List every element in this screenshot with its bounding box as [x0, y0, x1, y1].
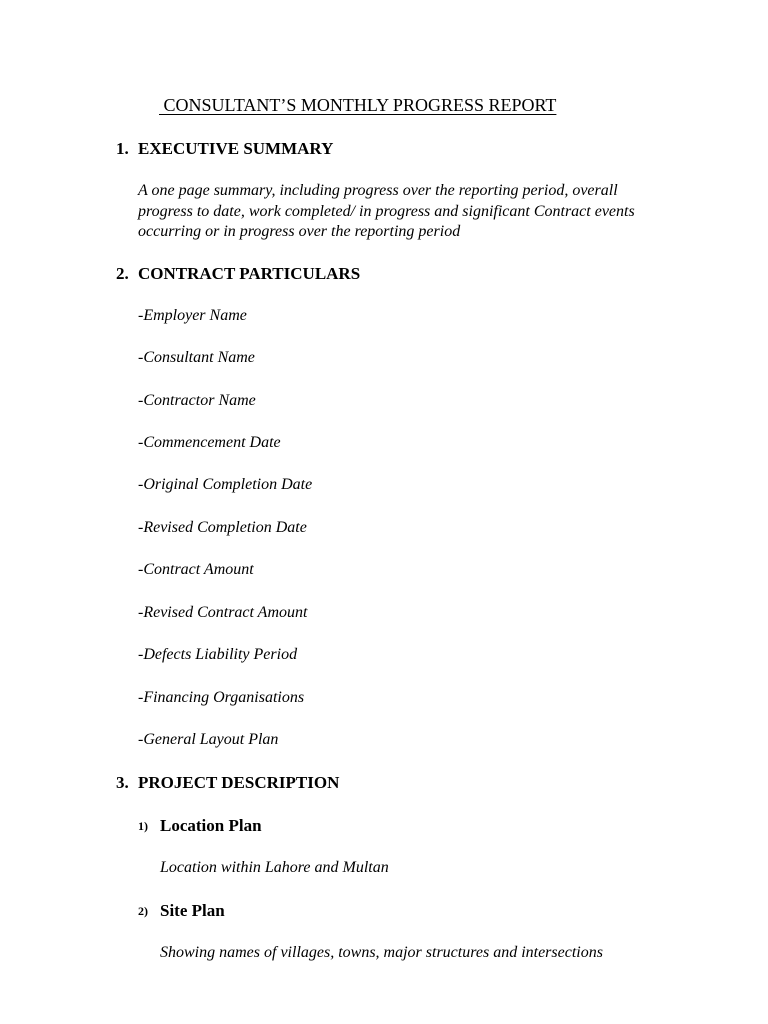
particular-contractor-name: -Contractor Name — [138, 392, 256, 409]
particular-contract-amount: -Contract Amount — [138, 561, 254, 578]
section-heading-project-description — [116, 772, 339, 794]
section-title: CONTRACT PARTICULARS — [138, 264, 361, 283]
particular-employer-name: -Employer Name — [138, 307, 247, 324]
subsection-description-location-plan: Location within Lahore and Multan — [160, 859, 389, 876]
particular-revised-completion-date: -Revised Completion Date — [138, 519, 307, 536]
particular-defects-liability-period: -Defects Liability Period — [138, 646, 298, 663]
subsection-title: Site Plan — [160, 901, 225, 920]
subsection-description-site-plan: Showing names of villages, towns, major structures and intersections — [160, 944, 603, 961]
subsection-number: 1) — [138, 819, 148, 833]
section-heading-executive-summary — [116, 138, 333, 160]
particular-financing-organisations: -Financing Organisations — [138, 689, 305, 706]
subsection-heading-site-plan — [138, 900, 225, 922]
section-heading-contract-particulars — [116, 263, 360, 285]
particular-original-completion-date: -Original Completion Date — [138, 476, 313, 493]
summary-line: progress to date, work completed/ in progress and significant Contract events — [138, 202, 635, 220]
report-title: CONSULTANT’S MONTHLY PROGRESS REPORT — [159, 95, 557, 115]
section-number: 1. — [116, 139, 129, 158]
particular-general-layout-plan: -General Layout Plan — [138, 731, 279, 748]
particular-consultant-name: -Consultant Name — [138, 349, 255, 366]
subsection-title: Location Plan — [160, 816, 262, 835]
section-number: 2. — [116, 264, 129, 283]
section-title: EXECUTIVE SUMMARY — [138, 139, 334, 158]
summary-line: occurring or in progress over the reporting period — [138, 223, 461, 240]
section-title: PROJECT DESCRIPTION — [138, 773, 340, 792]
summary-line: A one page summary, including progress over the reporting period, overall — [138, 182, 618, 199]
subsection-heading-location-plan — [138, 815, 262, 837]
particular-revised-contract-amount: -Revised Contract Amount — [138, 604, 308, 621]
section-number: 3. — [116, 773, 129, 792]
particular-commencement-date: -Commencement Date — [138, 434, 281, 451]
executive-summary-text — [138, 181, 718, 243]
subsection-number: 2) — [138, 904, 148, 918]
